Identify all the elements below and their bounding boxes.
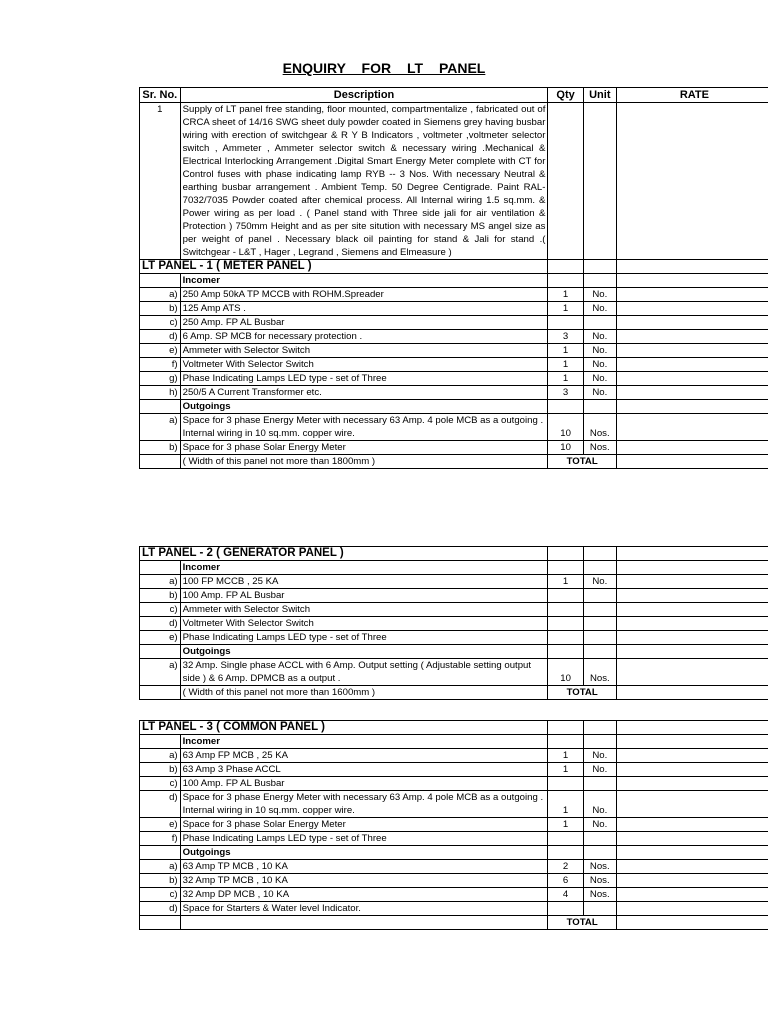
item-qty: 3 [548, 386, 583, 400]
item-label: b) [140, 763, 181, 777]
total-label-cell [140, 455, 181, 469]
section-label: Incomer [180, 735, 548, 749]
item-qty [548, 603, 583, 617]
header-description: Description [180, 88, 548, 103]
item-unit: No. [583, 818, 616, 832]
rate-cell [616, 721, 768, 735]
item-label: d) [140, 617, 181, 631]
item-unit [583, 589, 616, 603]
total-rate [616, 686, 768, 700]
item-row [140, 874, 768, 888]
item-unit: No. [583, 386, 616, 400]
item-description: Space for 3 phase Solar Energy Meter [180, 818, 548, 832]
intro-row [140, 103, 768, 260]
qty-cell [548, 400, 583, 414]
item-qty: 1 [548, 791, 583, 818]
panel-3-body [140, 721, 768, 930]
item-qty [548, 777, 583, 791]
item-label: a) [140, 288, 181, 302]
header-row [140, 88, 768, 103]
item-description: Phase Indicating Lamps LED type - set of Three [180, 631, 548, 645]
item-description: Ammeter with Selector Switch [180, 344, 548, 358]
qty-cell [548, 735, 583, 749]
item-description: 125 Amp ATS . [180, 302, 548, 316]
item-row [140, 288, 768, 302]
item-label: f) [140, 832, 181, 846]
item-description: Voltmeter With Selector Switch [180, 358, 548, 372]
item-description: 32 Amp DP MCB , 10 KA [180, 888, 548, 902]
panel-note [180, 916, 548, 930]
item-description: 6 Amp. SP MCB for necessary protection . [180, 330, 548, 344]
qty-cell [548, 547, 583, 561]
total-row [140, 916, 768, 930]
rate-cell [616, 400, 768, 414]
item-label: b) [140, 302, 181, 316]
item-rate [616, 372, 768, 386]
item-label: a) [140, 749, 181, 763]
item-qty: 1 [548, 749, 583, 763]
qty-cell [548, 645, 583, 659]
item-unit: No. [583, 763, 616, 777]
item-row [140, 344, 768, 358]
item-rate [616, 902, 768, 916]
item-row [140, 358, 768, 372]
panel-name: LT PANEL - 3 ( COMMON PANEL ) [140, 721, 548, 735]
section-label-row [140, 735, 768, 749]
unit-cell [583, 645, 616, 659]
item-rate [616, 749, 768, 763]
item-qty: 10 [548, 659, 583, 686]
unit-cell [583, 260, 616, 274]
item-row [140, 888, 768, 902]
rate-cell [616, 260, 768, 274]
item-label: c) [140, 603, 181, 617]
item-qty: 10 [548, 441, 583, 455]
unit-cell [583, 547, 616, 561]
item-row [140, 589, 768, 603]
rate-cell [616, 735, 768, 749]
item-description: Space for 3 phase Solar Energy Meter [180, 441, 548, 455]
item-label: b) [140, 589, 181, 603]
section-label-row [140, 561, 768, 575]
item-row [140, 617, 768, 631]
item-qty: 10 [548, 414, 583, 441]
section-label-row [140, 645, 768, 659]
unit-cell [583, 846, 616, 860]
item-qty: 1 [548, 372, 583, 386]
item-rate [616, 575, 768, 589]
panel-name-row [140, 260, 768, 274]
item-qty: 1 [548, 302, 583, 316]
item-qty [548, 902, 583, 916]
item-unit: No. [583, 288, 616, 302]
item-label: e) [140, 344, 181, 358]
panel-name: LT PANEL - 2 ( GENERATOR PANEL ) [140, 547, 548, 561]
item-description: 250 Amp 50kA TP MCCB with ROHM.Spreader [180, 288, 548, 302]
item-qty: 1 [548, 763, 583, 777]
item-description: 100 Amp. FP AL Busbar [180, 589, 548, 603]
intro-text: Supply of LT panel free standing, floor mounted, compartmentalize , fabricated out of CRCA sheet of 14/16 SWG sheet duly powder coated in Siemens grey having busbar wiring with erection of switchgear & R Y B Indicators , voltmeter ,voltmeter selector switch , Ammeter , Ammeter selector switch & necessary wiring .Mechanical & Electrical Interlocking Arrangement .Digital Smart Energy Meter complete with CT for Control fuses with phase indicating lamp RYB -- 3 Nos. With necessary Neutral & earthing busbar arrangement . Ambient Temp. 50 Degree Centigrade. Paint RAL- 7032/7035 Powder coated after chemical process. All Internal wiring 1.5 sq.mm. & Power wiring as per load . ( Panel stand with Three side jali for air ventilation & Protection ) 750mm Height and as per site sitution with necessary MS angel size as per weight of panel . Necessary black oil painting for stand & Jali for stand .( Switchgear - L&T , Hager , Legrand , Siemens and Elmeasure ) [180, 103, 548, 260]
item-rate [616, 441, 768, 455]
item-row [140, 659, 768, 686]
section-label: Incomer [180, 561, 548, 575]
item-row [140, 791, 768, 818]
item-unit: Nos. [583, 441, 616, 455]
item-unit: No. [583, 791, 616, 818]
item-description: 32 Amp TP MCB , 10 KA [180, 874, 548, 888]
item-label: h) [140, 386, 181, 400]
rate-cell [616, 846, 768, 860]
item-row [140, 302, 768, 316]
item-unit: No. [583, 344, 616, 358]
item-rate [616, 330, 768, 344]
item-row [140, 372, 768, 386]
intro-sr: 1 [140, 103, 181, 260]
item-unit: Nos. [583, 888, 616, 902]
panel-2-body [140, 547, 768, 700]
panel-name-row [140, 721, 768, 735]
item-unit: No. [583, 302, 616, 316]
total-label-cell [140, 916, 181, 930]
label-cell [140, 846, 181, 860]
item-unit [583, 603, 616, 617]
item-rate [616, 603, 768, 617]
item-rate [616, 358, 768, 372]
item-rate [616, 874, 768, 888]
item-label: e) [140, 818, 181, 832]
rate-cell [616, 547, 768, 561]
header-qty: Qty [548, 88, 583, 103]
item-rate [616, 888, 768, 902]
item-row [140, 777, 768, 791]
item-description: Space for 3 phase Energy Meter with necessary 63 Amp. 4 pole MCB as a outgoing . Internal wiring in 10 sq.mm. copper wire. [180, 791, 548, 818]
item-description: 250/5 A Current Transformer etc. [180, 386, 548, 400]
item-label: d) [140, 902, 181, 916]
unit-cell [583, 721, 616, 735]
item-unit [583, 631, 616, 645]
item-qty: 1 [548, 358, 583, 372]
item-rate [616, 414, 768, 441]
item-unit: Nos. [583, 414, 616, 441]
item-unit [583, 902, 616, 916]
total-rate [616, 455, 768, 469]
label-cell [140, 400, 181, 414]
item-qty: 4 [548, 888, 583, 902]
total-label-cell [140, 686, 181, 700]
rate-cell [616, 561, 768, 575]
panel-1-body [140, 260, 768, 469]
qty-cell [548, 721, 583, 735]
qty-cell [548, 561, 583, 575]
item-description: Space for 3 phase Energy Meter with necessary 63 Amp. 4 pole MCB as a outgoing . Internal wiring in 10 sq.mm. copper wire. [180, 414, 548, 441]
item-row [140, 330, 768, 344]
item-row [140, 631, 768, 645]
item-qty [548, 617, 583, 631]
item-rate [616, 791, 768, 818]
item-label: a) [140, 860, 181, 874]
item-qty: 6 [548, 874, 583, 888]
section-label: Incomer [180, 274, 548, 288]
item-rate [616, 763, 768, 777]
rate-cell [616, 645, 768, 659]
item-label: a) [140, 575, 181, 589]
item-label: b) [140, 874, 181, 888]
item-unit: Nos. [583, 860, 616, 874]
item-label: c) [140, 316, 181, 330]
item-label: e) [140, 631, 181, 645]
panel-name: LT PANEL - 1 ( METER PANEL ) [140, 260, 548, 274]
item-description: Voltmeter With Selector Switch [180, 617, 548, 631]
qty-cell [548, 260, 583, 274]
item-rate [616, 589, 768, 603]
title-text: ENQUIRY FOR LT PANEL [282, 60, 486, 76]
item-qty: 1 [548, 818, 583, 832]
item-unit: No. [583, 372, 616, 386]
item-unit: No. [583, 358, 616, 372]
item-description: Ammeter with Selector Switch [180, 603, 548, 617]
item-unit: No. [583, 330, 616, 344]
item-qty: 1 [548, 575, 583, 589]
item-rate [616, 288, 768, 302]
item-row [140, 386, 768, 400]
item-rate [616, 832, 768, 846]
label-cell [140, 561, 181, 575]
item-row [140, 763, 768, 777]
item-rate [616, 344, 768, 358]
item-label: a) [140, 659, 181, 686]
item-description: 63 Amp FP MCB , 25 KA [180, 749, 548, 763]
section-label-row [140, 274, 768, 288]
item-row [140, 603, 768, 617]
item-qty [548, 316, 583, 330]
section-label-row [140, 400, 768, 414]
unit-cell [583, 274, 616, 288]
panel-note: ( Width of this panel not more than 1800mm ) [180, 455, 548, 469]
item-rate [616, 302, 768, 316]
item-description: 32 Amp. Single phase ACCL with 6 Amp. Output setting ( Adjustable setting output side ) & 6 Amp. DPMCB as a output . [180, 659, 548, 686]
item-description: 63 Amp TP MCB , 10 KA [180, 860, 548, 874]
item-rate [616, 777, 768, 791]
qty-cell [548, 846, 583, 860]
item-label: f) [140, 358, 181, 372]
item-description: 250 Amp. FP AL Busbar [180, 316, 548, 330]
item-label: d) [140, 791, 181, 818]
panel-table-2 [139, 546, 768, 700]
total-row [140, 455, 768, 469]
item-qty [548, 589, 583, 603]
label-cell [140, 645, 181, 659]
item-unit [583, 617, 616, 631]
item-description: 100 FP MCCB , 25 KA [180, 575, 548, 589]
item-rate [616, 316, 768, 330]
item-label: c) [140, 777, 181, 791]
item-label: a) [140, 414, 181, 441]
item-row [140, 902, 768, 916]
item-label: g) [140, 372, 181, 386]
item-row [140, 860, 768, 874]
item-row [140, 441, 768, 455]
item-rate [616, 617, 768, 631]
item-qty [548, 631, 583, 645]
item-unit: No. [583, 575, 616, 589]
unit-cell [583, 735, 616, 749]
item-rate [616, 631, 768, 645]
item-label: b) [140, 441, 181, 455]
panel-name-row [140, 547, 768, 561]
item-row [140, 316, 768, 330]
item-unit [583, 832, 616, 846]
item-description: Phase Indicating Lamps LED type - set of Three [180, 832, 548, 846]
item-label: d) [140, 330, 181, 344]
item-rate [616, 860, 768, 874]
item-label: c) [140, 888, 181, 902]
item-unit: Nos. [583, 874, 616, 888]
section-label: Outgoings [180, 645, 548, 659]
item-unit [583, 316, 616, 330]
label-cell [140, 274, 181, 288]
item-unit: Nos. [583, 659, 616, 686]
item-description: 100 Amp. FP AL Busbar [180, 777, 548, 791]
item-description: 63 Amp 3 Phase ACCL [180, 763, 548, 777]
total-row [140, 686, 768, 700]
panel-note: ( Width of this panel not more than 1600mm ) [180, 686, 548, 700]
item-row [140, 818, 768, 832]
item-row [140, 832, 768, 846]
total-label: TOTAL [548, 686, 616, 700]
item-row [140, 575, 768, 589]
item-rate [616, 659, 768, 686]
item-qty: 3 [548, 330, 583, 344]
section-label: Outgoings [180, 846, 548, 860]
header-unit: Unit [583, 88, 616, 103]
item-qty: 1 [548, 288, 583, 302]
page-title [0, 60, 768, 76]
header-rate: RATE [616, 88, 768, 103]
item-row [140, 414, 768, 441]
panel-table-1 [139, 87, 768, 469]
unit-cell [583, 400, 616, 414]
item-rate [616, 386, 768, 400]
section-label: Outgoings [180, 400, 548, 414]
item-description: Phase Indicating Lamps LED type - set of Three [180, 372, 548, 386]
item-unit [583, 777, 616, 791]
item-description: Space for Starters & Water level Indicator. [180, 902, 548, 916]
panel-table-3 [139, 720, 768, 930]
item-qty: 1 [548, 344, 583, 358]
item-qty [548, 832, 583, 846]
rate-cell [616, 274, 768, 288]
item-qty: 2 [548, 860, 583, 874]
item-rate [616, 818, 768, 832]
total-rate [616, 916, 768, 930]
total-label: TOTAL [548, 455, 616, 469]
header-sr: Sr. No. [140, 88, 181, 103]
unit-cell [583, 561, 616, 575]
item-unit: No. [583, 749, 616, 763]
total-label: TOTAL [548, 916, 616, 930]
item-row [140, 749, 768, 763]
label-cell [140, 735, 181, 749]
section-label-row [140, 846, 768, 860]
qty-cell [548, 274, 583, 288]
